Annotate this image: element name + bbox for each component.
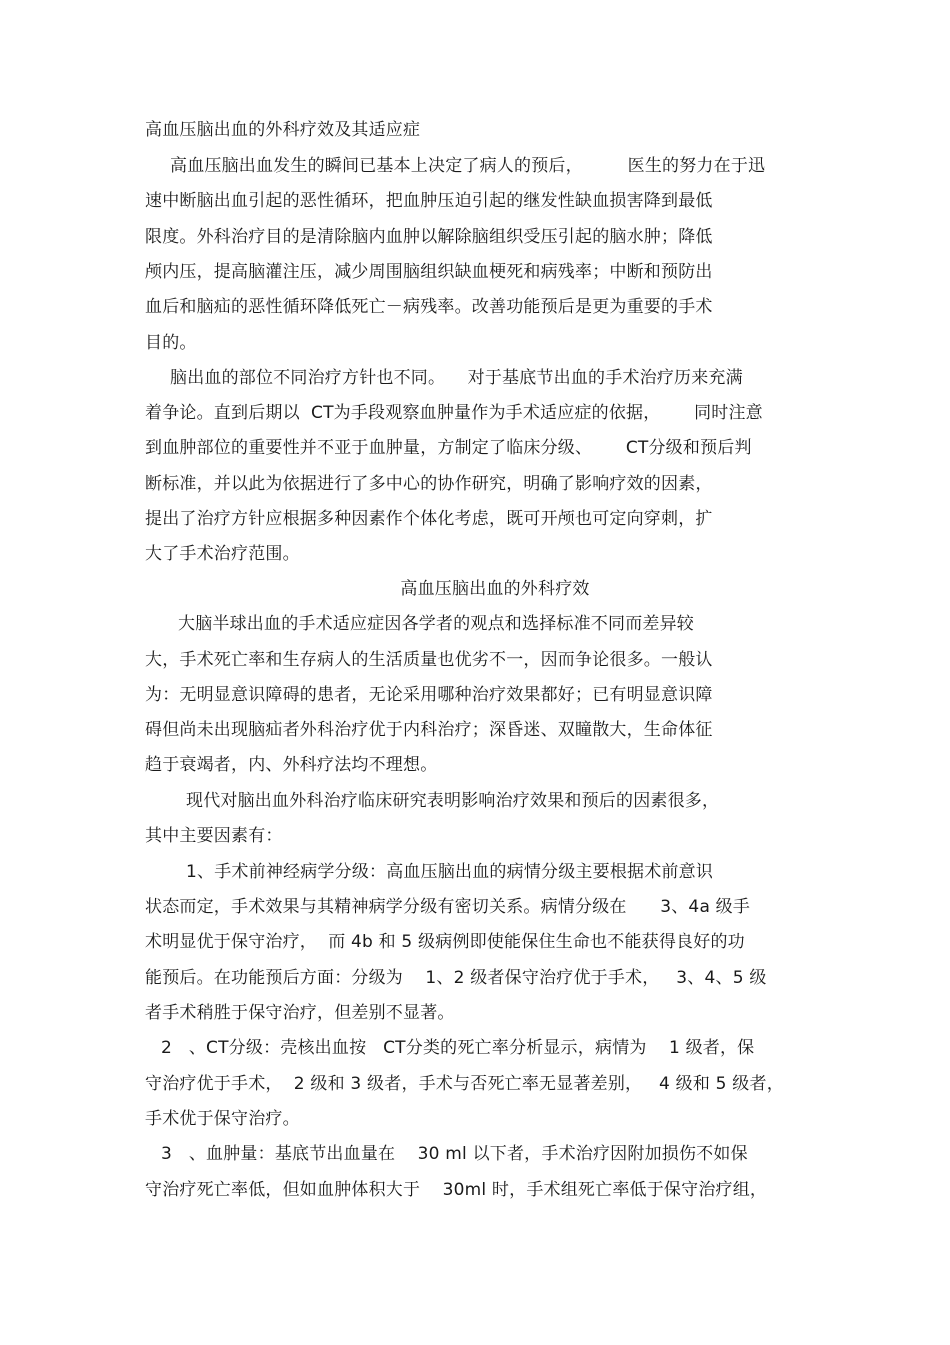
text-line: 其中主要因素有：	[145, 826, 283, 846]
text-line: 大，手术死亡率和生存病人的生活质量也优劣不一，因而争论很多。一般认	[145, 650, 713, 670]
text-line: 速中断脑出血引起的恶性循环，把血肿压迫引起的继发性缺血损害降到最低	[145, 191, 713, 211]
text-line: 手术优于保守治疗。	[145, 1109, 300, 1129]
text-line: 颅内压，提高脑灌注压，减少周围脑组织缺血梗死和病残率；中断和预防出	[145, 262, 713, 282]
text-line: 者手术稍胜于保守治疗，但差别不显著。	[145, 1003, 455, 1023]
text-line: 为：无明显意识障碍的患者，无论采用哪种治疗效果都好；已有明显意识障	[145, 685, 713, 705]
text-line: 大了手术治疗范围。	[145, 544, 300, 564]
text-line: 高血压脑出血发生的瞬间已基本上决定了病人的预后， 医生的努力在于迅	[170, 156, 766, 176]
text-line: 脑出血的部位不同治疗方针也不同。 对于基底节出血的手术治疗历来充满	[170, 368, 743, 388]
text-line: 现代对脑出血外科治疗临床研究表明影响治疗效果和预后的因素很多，	[186, 791, 720, 811]
text-line: 限度。外科治疗目的是清除脑内血肿以解除脑组织受压引起的脑水肿；降低	[145, 227, 713, 247]
text-line: 能预后。在功能预后方面：分级为 1、2 级者保守治疗优于手术， 3、4、5 级	[145, 968, 767, 988]
text-line: 血后和脑疝的恶性循环降低死亡－病残率。改善功能预后是更为重要的手术	[145, 297, 713, 317]
text-line: 目的。	[145, 333, 197, 353]
text-line: 提出了治疗方针应根据多种因素作个体化考虑，既可开颅也可定向穿刺，扩	[145, 509, 713, 529]
text-line: 守治疗死亡率低，但如血肿体积大于 30ml 时，手术组死亡率低于保守治疗组，	[145, 1180, 768, 1200]
section-heading: 高血压脑出血的外科疗效	[400, 579, 590, 599]
text-line: 状态而定，手术效果与其精神病学分级有密切关系。病情分级在 3、4a 级手	[145, 897, 751, 917]
text-line: 大脑半球出血的手术适应症因各学者的观点和选择标准不同而差异较	[178, 614, 694, 634]
text-line: 2 、CT分级：壳核出血按 CT分类的死亡率分析显示，病情为 1 级者，保	[161, 1038, 755, 1058]
text-line: 碍但尚未出现脑疝者外科治疗优于内科治疗；深昏迷、双瞳散大，生命体征	[145, 720, 713, 740]
text-line: 术明显优于保守治疗， 而 4b 和 5 级病例即使能保住生命也不能获得良好的功	[145, 932, 745, 952]
document-title: 高血压脑出血的外科疗效及其适应症	[145, 120, 421, 140]
text-line: 断标准，并以此为依据进行了多中心的协作研究，明确了影响疗效的因素，	[145, 474, 713, 494]
text-line: 3 、血肿量：基底节出血量在 30 ml 以下者，手术治疗因附加损伤不如保	[161, 1144, 748, 1164]
text-line: 趋于衰竭者，内、外科疗法均不理想。	[145, 755, 438, 775]
text-line: 1、手术前神经病学分级：高血压脑出血的病情分级主要根据术前意识	[186, 862, 714, 882]
text-line: 着争论。直到后期以 CT为手段观察血肿量作为手术适应症的依据， 同时注意	[145, 403, 763, 423]
text-line: 守治疗优于手术， 2 级和 3 级者，手术与否死亡率无显著差别， 4 级和 5 级者，	[145, 1074, 784, 1094]
text-line: 到血肿部位的重要性并不亚于血肿量，方制定了临床分级、 CT分级和预后判	[145, 438, 752, 458]
